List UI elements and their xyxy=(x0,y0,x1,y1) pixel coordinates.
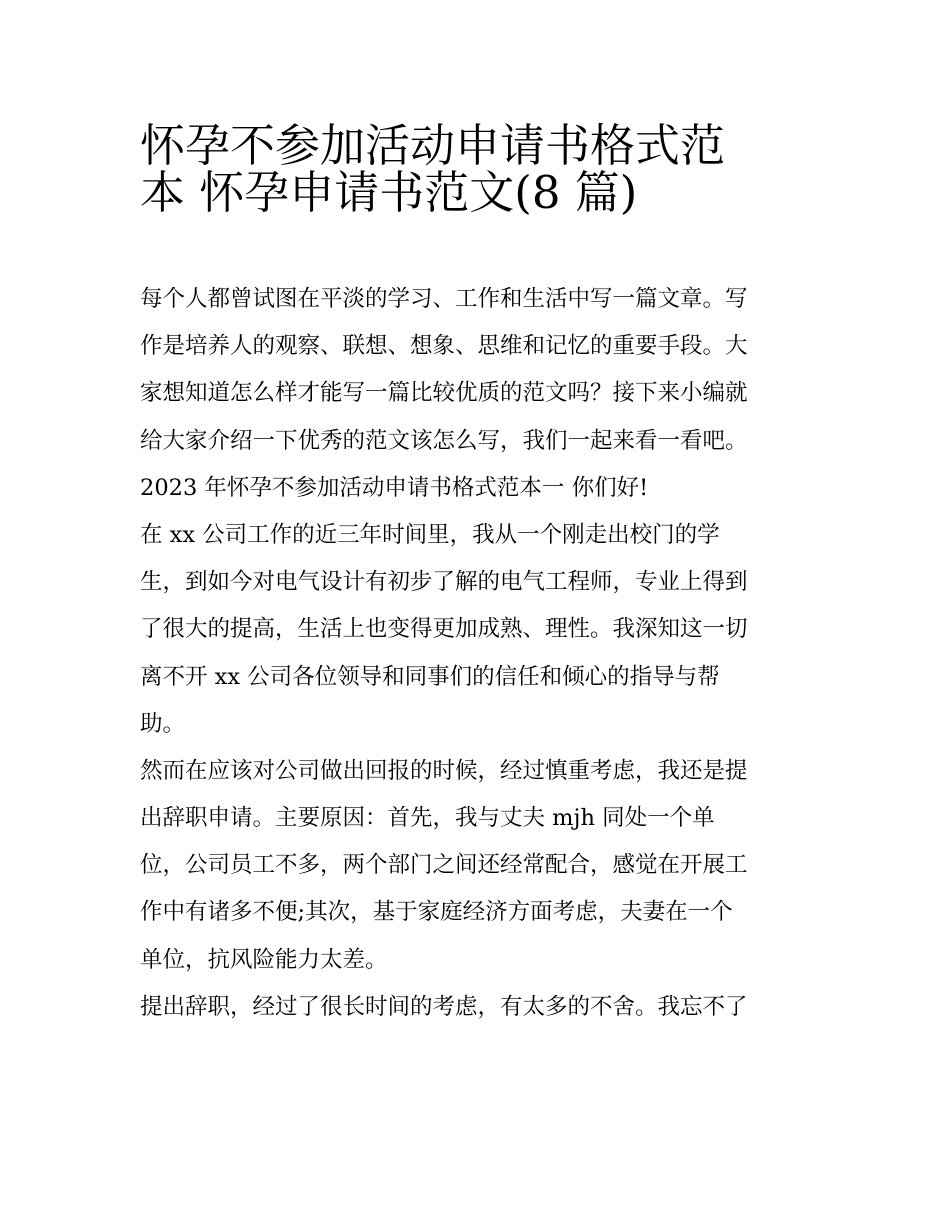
document-title xyxy=(140,114,830,220)
text-line: 提出辞职，经过了很长时间的考虑，有太多的不舍。我忘不了 xyxy=(140,993,748,1020)
paragraph-farewell xyxy=(140,984,830,1031)
text-line: 每个人都曾试图在平淡的学习、工作和生活中写一篇文章。写 xyxy=(140,286,748,312)
paragraph-resignation-reason xyxy=(140,748,830,984)
text-line: 在 xx 公司工作的近三年时间里，我从一个刚走出校门的学 xyxy=(140,521,720,548)
text-line: 单位，抗风险能力太差。 xyxy=(140,946,388,973)
text-line: 然而在应该对公司做出回报的时候，经过慎重考虑，我还是提 xyxy=(140,757,748,784)
text-line: 出辞职申请。主要原因：首先，我与丈夫 mjh 同处一个单 xyxy=(140,805,715,832)
text-line: 位，公司员工不多，两个部门之间还经常配合，感觉在开展工 xyxy=(140,852,748,879)
paragraph-intro xyxy=(140,276,830,465)
text-line: 生，到如今对电气设计有初步了解的电气工程师，专业上得到 xyxy=(140,569,748,596)
paragraph-work-experience xyxy=(140,512,830,748)
document-body xyxy=(140,276,830,1031)
paragraph-heading xyxy=(140,465,830,512)
text-line: 给大家介绍一下优秀的范文该怎么写，我们一起来看一看吧。 xyxy=(140,427,748,454)
text-line: 离不开 xx 公司各位领导和同事们的信任和倾心的指导与帮 xyxy=(140,663,720,690)
text-line: 了很大的提高，生活上也变得更加成熟、理性。我深知这一切 xyxy=(140,616,748,643)
text-line: 作是培养人的观察、联想、想象、思维和记忆的重要手段。大 xyxy=(140,333,748,360)
text-line: 作中有诸多不便;其次，基于家庭经济方面考虑，夫妻在一个 xyxy=(140,899,733,926)
text-line: 2023 年怀孕不参加活动申请书格式范本一 你们好! xyxy=(140,474,649,501)
text-line: 家想知道怎么样才能写一篇比较优质的范文吗？接下来小编就 xyxy=(140,380,748,407)
title-line-1: 怀孕不参加活动申请书格式范 xyxy=(140,119,726,172)
text-line: 助。 xyxy=(140,710,186,737)
title-line-2: 本 怀孕申请书范文(8 篇) xyxy=(140,166,638,220)
